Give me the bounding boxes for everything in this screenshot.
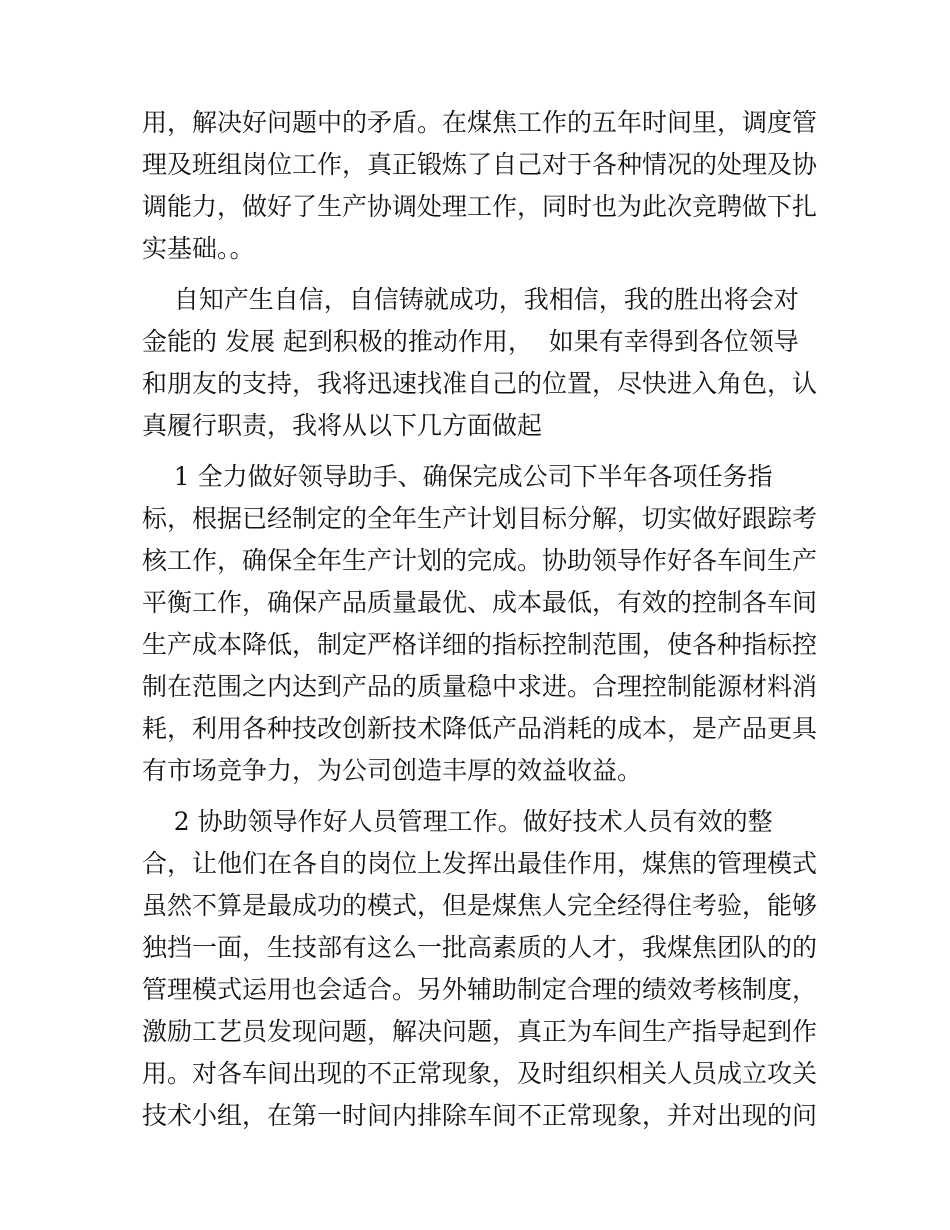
text-line: 管理模式运用也会适合。另外辅助制定合理的绩效考核制度， <box>142 975 818 1004</box>
text-line: 核工作，确保全年生产计划的完成。协助领导作好各车间生产 <box>142 546 818 575</box>
text-line: 标，根据已经制定的全年生产计划目标分解，切实做好跟踪考 <box>142 504 818 533</box>
text-line: 合，让他们在各自的岗位上发挥出最佳作用，煤焦的管理模式 <box>142 849 818 878</box>
text-line: 用，解决好问题中的矛盾。在煤焦工作的五年时间里，调度管 <box>142 108 818 137</box>
paragraph-1 <box>142 102 818 270</box>
text-line: 1 全力做好领导助手、确保完成公司下半年各项任务指 <box>142 462 773 491</box>
text-line: 虽然不算是最成功的模式，但是煤焦人完全经得住考验，能够 <box>142 891 818 920</box>
text-line: 自知产生自信，自信铸就成功，我相信，我的胜出将会对 <box>142 285 799 314</box>
text-line: 生产成本降低，制定严格详细的指标控制范围，使各种指标控 <box>142 630 818 659</box>
paragraph-3 <box>142 456 818 792</box>
text-line: 耗，利用各种技改创新技术降低产品消耗的成本，是产品更具 <box>142 714 818 743</box>
text-line: 和朋友的支持，我将迅速找准自己的位置，尽快进入角色，认 <box>142 369 818 398</box>
text-line: 2 协助领导作好人员管理工作。做好技术人员有效的整 <box>142 807 773 836</box>
text-line: 金能的 发展 起到积极的推动作用， 如果有幸得到各位领导 <box>142 327 799 356</box>
text-line: 激励工艺员发现问题，解决问题，真正为车间生产指导起到作 <box>142 1017 818 1046</box>
text-line: 用。对各车间出现的不正常现象，及时组织相关人员成立攻关 <box>142 1059 818 1088</box>
text-line: 真履行职责，我将从以下几方面做起 <box>142 411 543 440</box>
text-line: 平衡工作，确保产品质量最优、成本最低，有效的控制各车间 <box>142 588 818 617</box>
paragraph-2 <box>142 279 818 447</box>
text-line: 制在范围之内达到产品的质量稳中求进。合理控制能源材料消 <box>142 672 818 701</box>
text-line: 技术小组，在第一时间内排除车间不正常现象，并对出现的问 <box>142 1101 818 1130</box>
text-line: 独挡一面，生技部有这么一批高素质的人才，我煤焦团队的的 <box>142 933 818 962</box>
text-line: 理及班组岗位工作，真正锻炼了自己对于各种情况的处理及协 <box>142 150 818 179</box>
text-line: 有市场竞争力，为公司创造丰厚的效益收益。 <box>142 756 643 785</box>
document-body <box>142 102 818 1146</box>
paragraph-4 <box>142 801 818 1137</box>
text-line: 实基础。。 <box>142 234 255 263</box>
text-line: 调能力，做好了生产协调处理工作，同时也为此次竞聘做下扎 <box>142 192 818 221</box>
